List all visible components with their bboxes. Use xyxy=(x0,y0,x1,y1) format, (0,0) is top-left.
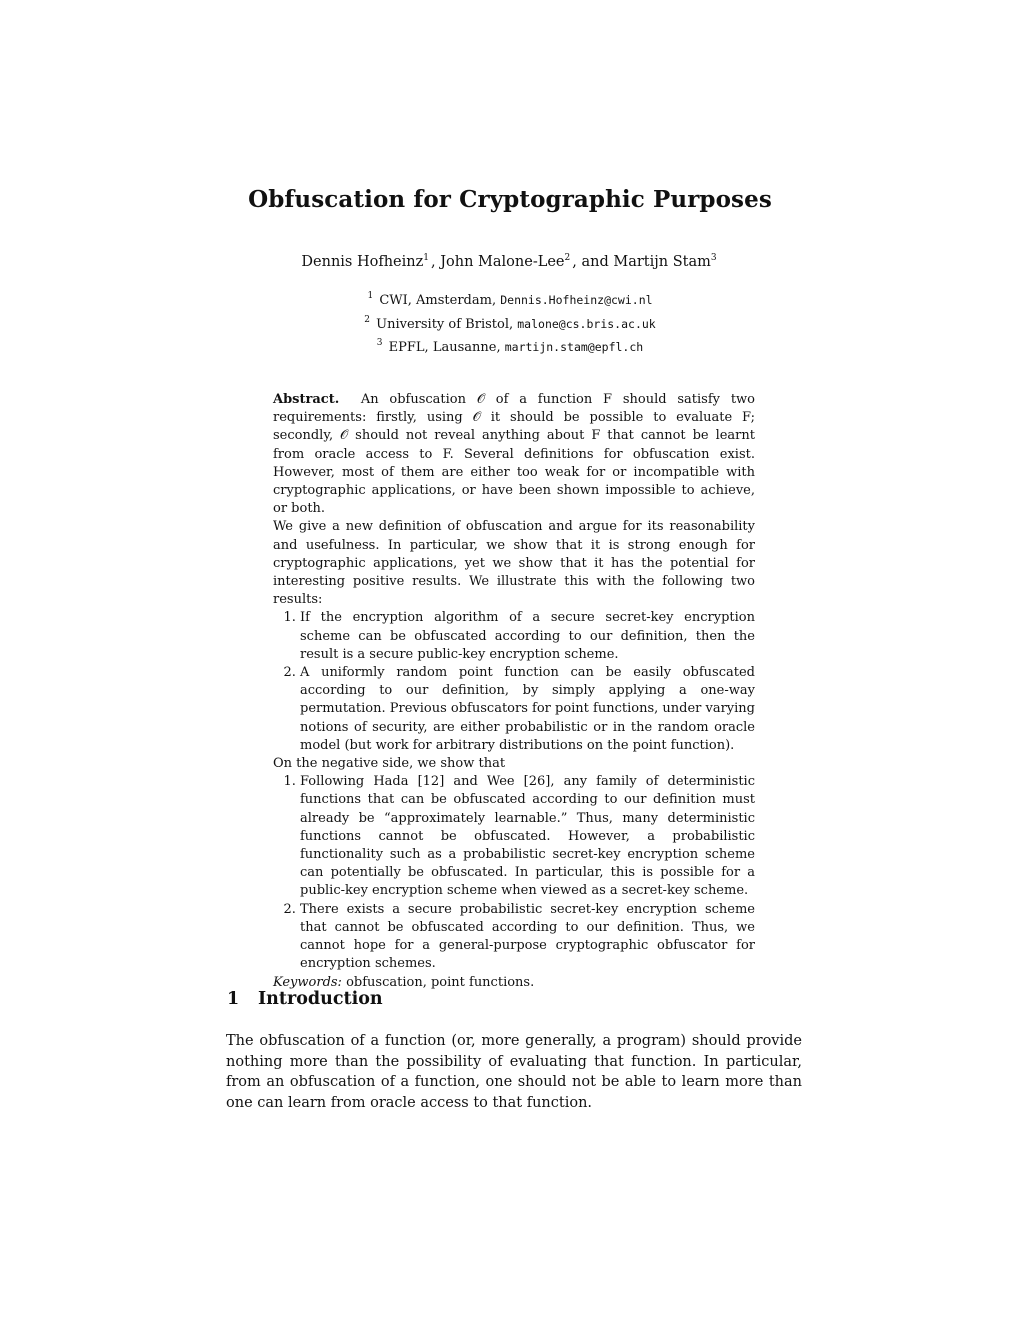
affiliation-text: University of Bristol, xyxy=(376,316,518,332)
author-separator: , xyxy=(431,254,441,270)
abstract xyxy=(273,391,755,992)
author-affil-mark: 3 xyxy=(710,253,717,263)
affiliation-mark: 3 xyxy=(376,338,383,348)
section-title: Introduction xyxy=(258,989,383,1009)
affiliation-email[interactable]: Dennis.Hofheinz@cwi.nl xyxy=(500,293,653,307)
list-item: 1. If the encryption algorithm of a secure secret-key encryption scheme can be obfuscated according to our definition, then the result is a secure public-key encryption scheme. xyxy=(300,609,755,664)
affiliation-text: CWI, Amsterdam, xyxy=(379,293,501,308)
negative-results-list xyxy=(273,773,755,973)
keywords-label: Keywords: xyxy=(273,974,342,990)
affiliation-list xyxy=(0,287,1020,358)
section-heading xyxy=(227,989,383,1009)
author-separator: , and xyxy=(572,254,614,270)
affiliation-email[interactable]: malone@cs.bris.ac.uk xyxy=(517,316,656,331)
list-item: 2. A uniformly random point function can be easily obfuscated according to our definition, by simply applying a one-way permutation. Previous obfuscators for point functions, under varying notions of security, are either probabilistic or in the random oracle model (but work for arbitrary distributions on the point function). xyxy=(300,664,755,755)
abstract-paragraph xyxy=(273,391,755,518)
author-list xyxy=(0,253,1020,270)
affiliation xyxy=(0,287,1020,311)
abstract-paragraph: We give a new definition of obfuscation and argue for its reasonability and usefulness. In particular, we show that it is strong enough for cryptographic applications, yet we show that it has the potential for interesting positive results. We illustrate this with the following two results: xyxy=(273,519,755,608)
author-name: John Malone-Lee xyxy=(440,254,565,270)
author-name: Martijn Stam xyxy=(613,254,711,270)
section-body: The obfuscation of a function (or, more generally, a program) should provide nothing more than the possibility of evaluating that function. In particular, from an obfuscation of a function, one should not be able to learn more than one can learn from oracle access to that function. xyxy=(226,1033,802,1111)
keywords-text: obfuscation, point functions. xyxy=(341,974,535,990)
list-item: 2. There exists a secure probabilistic secret-key encryption scheme that cannot be obfuscated according to our definition. Thus, we cannot hope for a general-purpose cryptographic obfuscator for encryption schemes. xyxy=(300,901,755,974)
affiliation-email[interactable]: martijn.stam@epfl.ch xyxy=(504,340,644,354)
author-name: Dennis Hofheinz xyxy=(301,254,424,270)
author-affil-mark: 2 xyxy=(564,253,571,263)
abstract-paragraph: On the negative side, we show that xyxy=(273,756,506,772)
abstract-text: An obfuscation 𝒪 of a function F should satisfy two requirements: firstly, using 𝒪 it should be possible to evaluate F; secondly, 𝒪 should not reveal anything about F that cannot be learnt from oracle access to F. Several definitions for obfuscation exist. However, most of them are either too weak for or incompatible with cryptographic applications, or have been shown impossible to achieve, or both. xyxy=(273,392,755,517)
section-number: 1 xyxy=(227,989,240,1009)
paper-title: Obfuscation for Cryptographic Purposes xyxy=(248,186,772,213)
affiliation-mark: 1 xyxy=(367,291,374,301)
affiliation xyxy=(0,334,1020,358)
author-affil-mark: 1 xyxy=(423,253,429,263)
affiliation-text: EPFL, Lausanne, xyxy=(388,340,505,355)
affiliation-mark: 2 xyxy=(364,314,370,325)
affiliation xyxy=(0,311,1020,335)
positive-results-list xyxy=(273,609,755,755)
abstract-label: Abstract. xyxy=(273,392,340,407)
list-item: 1. Following Hada [12] and Wee [26], any family of deterministic functions that can be obfuscated according to our definition must already be “approximately learnable.” Thus, many deterministic functions cannot be obfuscated. However, a probabilistic functionality such as a probabilistic secret-key encryption scheme can potentially be obfuscated. In particular, this is possible for a public-key encryption scheme when viewed as a secret-key scheme. xyxy=(300,773,755,900)
